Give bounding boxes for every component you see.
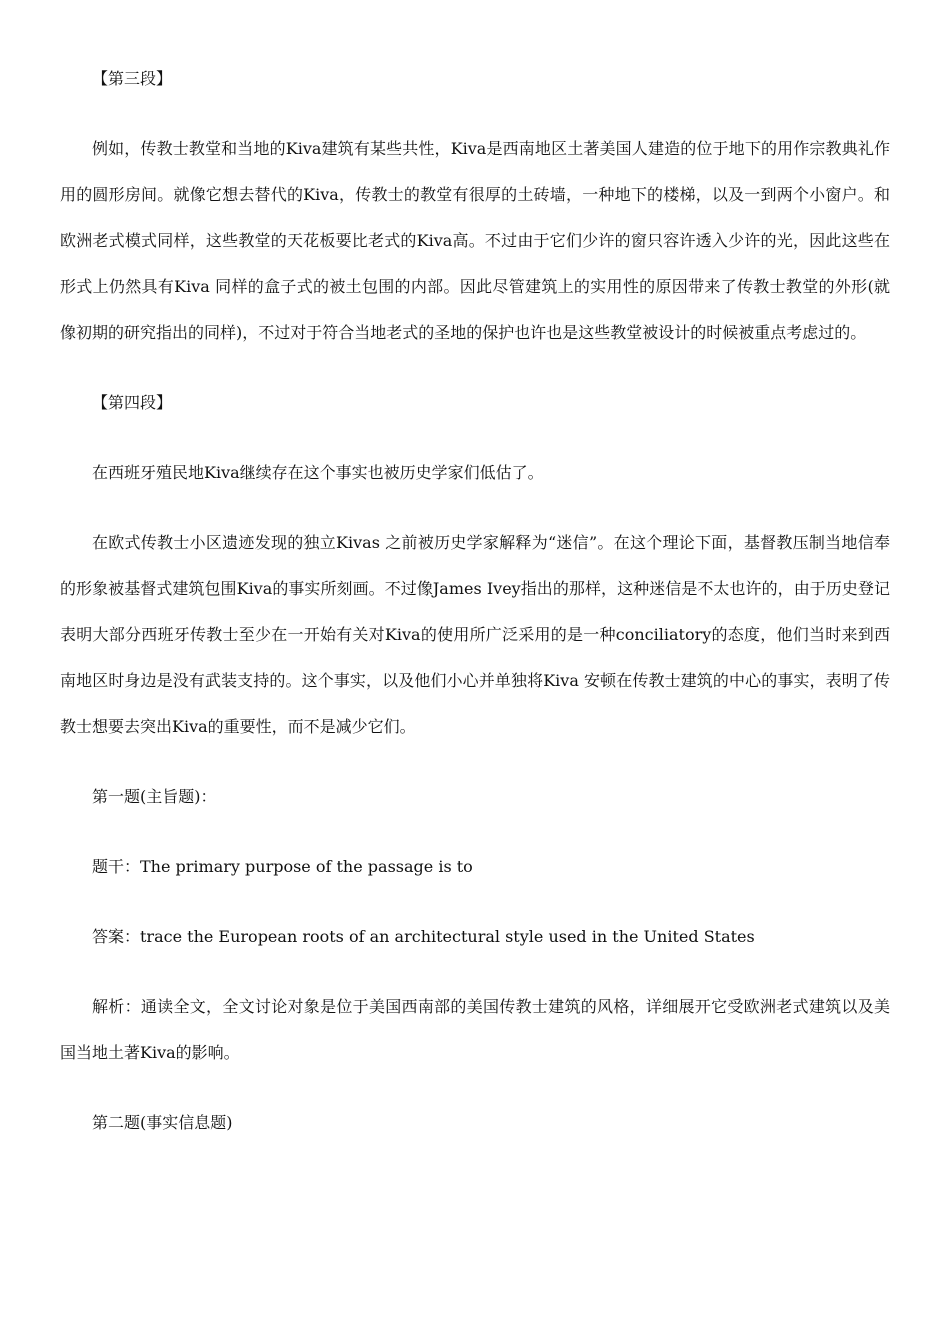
spacer [60,820,890,844]
spacer [60,750,890,774]
section4-paragraph: 在欧式传教士小区遗迹发现的独立Kivas 之前被历史学家解释为“迷信”。在这个理论下面，基督教压制当地信奉的形象被基督式建筑包围Kiva的事实所刻画。不过像James Ivey指出的那样，这种迷信是不太也许的，由于历史登记表明大部分西班牙传教士至少在一开始有关对Kiva的使用所广泛采用的是一种conciliatory的态度，他们当时来到西南地区时身边是没有武装支持的。这个事实，以及他们小心并单独将Kiva 安顿在传教士建筑的中心的事实，表明了传教士想要去突出Kiva的重要性，而不是减少它们。 [60,533,890,736]
section4-sentence: 在西班牙殖民地Kiva继续存在这个事实也被历史学家们低估了。 [92,463,544,482]
spacer [60,426,890,450]
spacer [60,890,890,914]
spacer [60,102,890,126]
spacer [60,496,890,520]
section3-paragraph: 例如，传教士教堂和当地的Kiva建筑有某些共性，Kiva是西南地区土著美国人建造的位于地下的用作宗教典礼作用的圆形房间。就像它想去替代的Kiva，传教士的教堂有很厚的土砖墙，一种地下的楼梯，以及一到两个小窗户。和欧洲老式模式同样，这些教堂的天花板要比老式的Kiva高。不过由于它们少许的窗只容许透入少许的光，因此这些在形式上仍然具有Kiva 同样的盒子式的被土包围的内部。因此尽管建筑上的实用性的原因带来了传教士教堂的外形(就像初期的研究指出的同样)，不过对于符合当地老式的圣地的保护也许也是这些教堂被设计的时候被重点考虑过的。 [60,139,890,342]
question1-answer: 答案：trace the European roots of an architectural style used in the United States [92,927,755,946]
spacer [60,960,890,984]
question1-analysis: 解析：通读全文，全文讨论对象是位于美国西南部的美国传教士建筑的风格，详细展开它受欧洲老式建筑以及美国当地土著Kiva的影响。 [60,997,890,1062]
section3-heading: 【第三段】 [92,69,173,88]
spacer [60,356,890,380]
document-page [60,56,890,1146]
question1-title: 第一题(主旨题)： [92,787,217,806]
spacer [60,1076,890,1100]
question1-stem: 题干：The primary purpose of the passage is to [92,857,473,876]
section4-heading: 【第四段】 [92,393,173,412]
question2-title: 第二题(事实信息题) [92,1113,233,1132]
